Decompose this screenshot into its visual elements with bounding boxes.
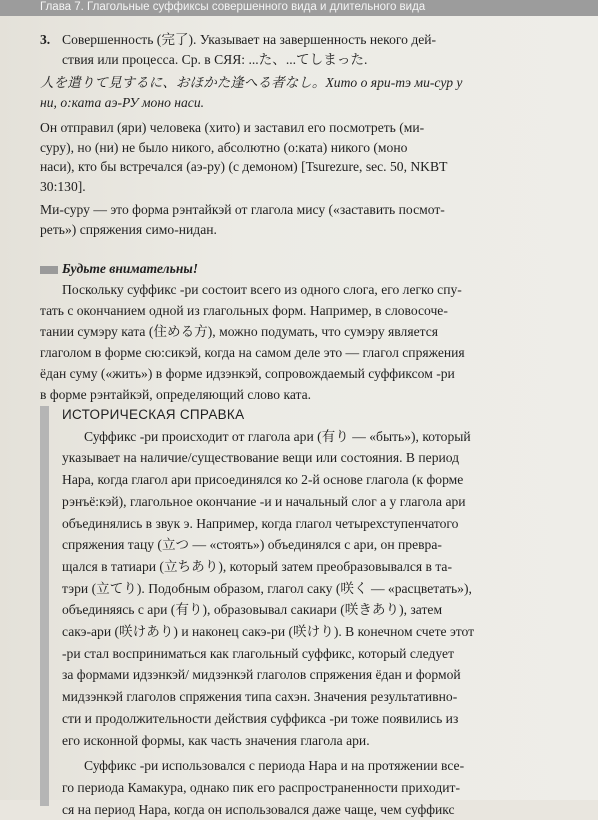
item-3-definition — [40, 30, 560, 69]
hist-line: го периода Камакура, однако пик его распространенности приходит- — [62, 779, 460, 795]
hist-line: объединялись в звук э. Например, когда глагол четырехступенчатого — [62, 515, 459, 531]
definition-line-1: Совершенность (完了). Указывает на завершенность некого дей- — [62, 32, 437, 47]
translation-line-4: 30:130]. — [40, 178, 86, 194]
attention-line-6: в форме рэнтайкэй, определяющий слово ката. — [40, 387, 312, 402]
hist-line: объединяясь с ари (有り), образовывал сакиари (咲きあり), затем — [62, 602, 443, 618]
hist-line: спряжения тацу (立つ — «стоять») объединялся с ари, он превра- — [62, 537, 442, 553]
item-number: 3. — [40, 32, 51, 47]
example-note — [40, 200, 560, 239]
running-header-text: Глава 7. Глагольные суффиксы совершенного вида и длительного вида — [40, 1, 426, 13]
attention-heading — [40, 258, 560, 279]
attention-line-3: тании сумэру ката (住める方), можно подумать, что сумэру является — [40, 324, 438, 339]
note-line-1: Ми-суру — это форма рэнтайкэй от глагола мису («заставить посмот- — [40, 202, 445, 217]
historical-note-sidebar — [40, 406, 49, 806]
historical-paragraph-2 — [62, 755, 560, 820]
hist-line: рэнъё:кэй), глагольное окончание -и и начальный слог а у глагола ари — [62, 493, 466, 509]
translation-line-1: Он отправил (яри) человека (хито) и заставил его посмотреть (ми- — [40, 120, 425, 135]
hist-line: Суффикс -ри происходит от глагола ари (有り — «быть»), который — [84, 428, 471, 444]
hist-line: сакэ-ари (咲けあり) и наконец сакэ-ри (咲けり). В конечном счете этот — [62, 624, 475, 640]
example-line-2: ни, о:ката аэ-РУ моно наси. — [40, 94, 205, 110]
translation-line-3: наси), кто бы встречался (аэ-ру) (с демоном) [Tsurezure, sec. 50, NKBT — [40, 159, 448, 174]
historical-note-title: ИСТОРИЧЕСКАЯ СПРАВКА — [62, 407, 245, 422]
hist-line: щался в татиари (立ちあり), который затем преобразовывался в та- — [62, 558, 452, 574]
running-header — [0, 0, 598, 16]
historical-note — [40, 400, 560, 817]
hist-line: мидзэнкэй глаголов спряжения типа сахэн. Значения результативно- — [62, 689, 458, 705]
hist-line: -ри стал восприниматься как глагольный суффикс, который следует — [62, 645, 455, 661]
hist-line: его исконной формы, как часть значения глагола ари. — [62, 732, 370, 748]
definition-line-2: ствия или процесса. Ср. в СЯЯ: ...た、...てしまった. — [62, 51, 368, 67]
attention-line-5: ёдан суму («жить») в форме идзэнкэй, сопровождаемый суффиксом -ри — [40, 366, 455, 381]
attention-marker-icon — [40, 266, 58, 274]
attention-line-1: Поскольку суффикс -ри состоит всего из одного слога, его легко спу- — [62, 282, 462, 297]
example-sentence — [40, 73, 560, 112]
hist-line: сти и продолжительности действия суффикса -ри тоже появились из — [62, 710, 459, 726]
attention-line-2: тать с окончанием одной из глагольных форм. Например, в словосоче- — [40, 303, 448, 318]
hist-line: указывает на наличие/существование вещи или состояния. В период — [62, 450, 460, 466]
hist-line: Нара, когда глагол ари присоединялся ко 2-й основе глагола (к форме — [62, 472, 464, 488]
hist-line: ся на период Нара, когда он использовался даже чаще, чем суффикс — [62, 801, 455, 817]
attention-line-4: глаголом в форме сю:сикэй, когда на самом деле это — глагол спряжения — [40, 345, 465, 360]
example-translation — [40, 118, 560, 196]
historical-note-body — [62, 404, 560, 820]
note-line-2: реть») спряжения симо-нидан. — [40, 221, 217, 237]
attention-section — [40, 258, 560, 405]
hist-line: Суффикс -ри использовался с периода Нара и на протяжении все- — [84, 758, 465, 774]
example-line-1: 人を遣りて見するに、おほかた逢へる者なし。Хито о яри-тэ ми-сур у — [40, 75, 463, 90]
hist-line: за формами идзэнкэй/ мидзэнкэй глаголов спряжения ёдан и формой — [62, 667, 461, 683]
item-3-block — [40, 30, 560, 69]
attention-title: Будьте внимательны! — [62, 261, 199, 276]
hist-line: тэри (立てり). Подобным образом, глагол саку (咲く — «расцветать»), — [62, 580, 472, 596]
translation-line-2: суру), но (ни) не было никого, абсолютно (о:ката) никого (моно — [40, 139, 408, 155]
historical-paragraph-1 — [62, 426, 560, 752]
